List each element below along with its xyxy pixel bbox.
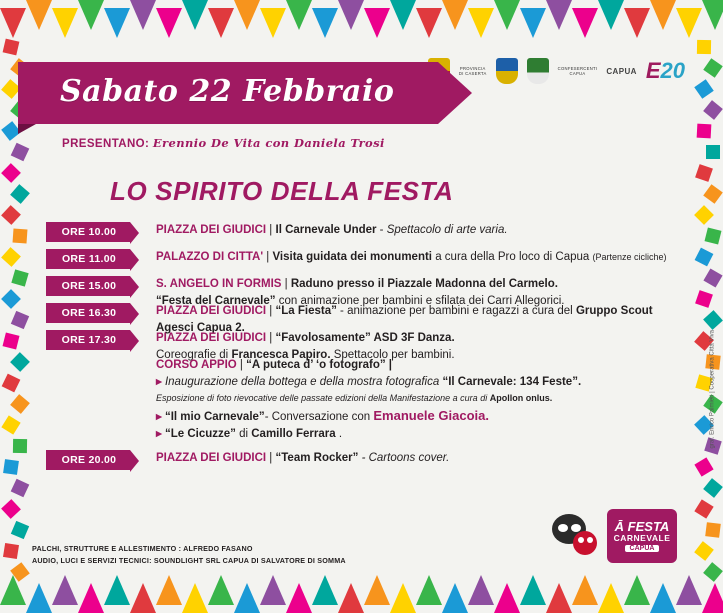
bunting-triangle [624,8,650,38]
bunting-triangle [624,575,650,605]
bunting-triangle [234,583,260,613]
confetti-square [10,562,30,582]
program-time-badge: ORE 15.00 [46,276,130,296]
program-text-segment: . [335,427,343,440]
festa-logo-line3: CAPUA [625,545,660,552]
program-row-body [156,357,686,443]
program-row [46,450,686,470]
program-text-segment: ▸ [156,411,165,424]
carnival-mask-icon [547,509,603,561]
program-text-segment: “Festa del Carnevale” [156,294,276,307]
program-detail-line [156,407,686,426]
bunting-triangle [650,583,676,613]
program-text-segment: - Conversazione con [264,411,374,424]
confetti-square [3,543,19,559]
program-time-badge: ORE 20.00 [46,450,130,470]
confetti-square [703,268,722,287]
bunting-triangle [156,575,182,605]
bunting-triangle [442,583,468,613]
program-row [46,330,686,361]
program-list [46,222,686,477]
confetti-square [1,163,21,183]
program-venue: PALAZZO DI CITTA' [156,251,264,263]
bunting-triangle [260,8,286,38]
program-time-badge: ORE 16.30 [46,303,130,323]
program-text-segment: “Le Cicuzze” [164,427,236,440]
program-text-segment: Esposizione di foto rievocative delle passate edizioni della Manifestazione a cura di [156,393,490,404]
bunting-top [0,0,723,46]
confetti-square [1,205,21,225]
program-time-badge: ORE 11.00 [46,249,130,269]
program-row-body [156,222,686,239]
confetti-right [693,0,723,613]
program-text-segment: a cura della Pro loco di Capua [432,251,593,263]
program-text-segment: Apollon onlus. [489,393,553,404]
program-text-segment: Inaugurazione della bottega e della mostra fotografica [164,375,443,388]
bunting-triangle [312,575,338,605]
confetti-square [694,499,713,518]
program-detail-line [156,374,686,391]
program-venue: PIAZZA DEI GIUDICI [156,224,267,236]
confetti-square [10,184,30,204]
bunting-triangle [234,0,260,30]
confetti-square [1,415,20,434]
confetti-square [703,310,723,330]
confetti-square [1,247,21,267]
program-row [46,303,686,334]
bunting-triangle [572,575,598,605]
program-first-line [156,450,686,467]
confetti-square [10,352,30,372]
program-text-segment: Il Carnevale Under [275,224,377,236]
bunting-triangle [78,583,104,613]
bunting-triangle [442,0,468,30]
confetti-square [695,248,714,267]
program-text-segment: Spettacolo per bambini. [330,348,455,361]
crest-confesercenti-icon [527,58,549,84]
program-venue: CORSO APPIO [156,359,237,371]
program-first-line [156,357,686,374]
program-row-body [156,450,686,467]
credit-line-1: PALCHI, STRUTTURE E ALLESTIMENTO : ALFREDO FASANO [32,543,253,553]
bunting-triangle [130,0,156,30]
bunting-triangle [364,575,390,605]
logo-provincia-line2: DI CASERTA [458,71,487,76]
festa-carnevale-logo [607,509,677,563]
program-time-badge: ORE 10.00 [46,222,130,242]
bunting-triangle [390,583,416,613]
logo-e20-number: 20 [660,58,685,83]
program-text-segment: - Cartoons cover. [358,451,450,464]
bunting-triangle [78,0,104,30]
designer-credit: graf. Enrico Palmieri | Cooperativa Città Viva [709,330,715,449]
program-row [46,357,686,443]
confetti-square [11,143,30,162]
confetti-square [3,459,19,475]
confetti-square [705,522,721,538]
program-separator: | [266,451,276,464]
logo-capua-text: CAPUA [606,66,637,76]
bunting-triangle [104,8,130,38]
program-first-line [156,330,686,347]
presenters-line [62,136,385,150]
program-text-segment: “Favolosamente” ASD 3F Danza. [275,332,455,344]
bunting-triangle [520,8,546,38]
program-row [46,222,686,242]
confetti-square [694,79,713,98]
bunting-triangle [52,575,78,605]
program-text-segment: Francesca Papiro. [231,348,331,361]
bunting-triangle [338,0,364,30]
logo-e20-letter: E [645,58,661,83]
bunting-triangle [130,583,156,613]
program-separator: | [281,278,291,290]
bunting-triangle [572,8,598,38]
program-venue: PIAZZA DEI GIUDICI [156,451,267,464]
program-text-segment: Gruppo Scout [575,305,653,317]
festa-logo-line1: Ā FESTA [614,519,670,535]
program-time-badge: ORE 17.30 [46,330,130,350]
confetti-square [695,164,713,182]
confetti-square [706,145,720,159]
bunting-triangle [546,583,572,613]
program-first-line [156,303,686,320]
program-first-line [156,276,686,293]
confetti-square [3,333,20,350]
program-text-segment: Spettacolo di arte varia. [386,224,508,236]
crest-caserta-icon [496,58,518,84]
confetti-square [13,229,28,244]
program-text-segment: “Il Carnevale: 134 Feste”. [442,375,582,388]
confetti-square [697,124,712,139]
program-text-segment: di [235,427,252,440]
program-text-segment: (Partenze cicliche) [592,252,667,262]
presenter-names: Erennio De Vita con Daniela Trosi [152,136,385,150]
bunting-triangle [468,575,494,605]
bunting-triangle [416,8,442,38]
bunting-triangle [208,8,234,38]
logo-confesercenti [558,66,598,77]
bunting-triangle [286,583,312,613]
program-section-title: “A puteca d’ ‘o fotografo” | [246,359,393,371]
program-text-segment: - animazione per bambini e ragazzi a cura del [336,305,576,317]
bunting-triangle [208,575,234,605]
program-text-segment: ▸ [156,427,165,440]
program-venue: S. ANGELO IN FORMIS [156,278,282,290]
program-separator: | [266,332,276,344]
program-separator: | [236,359,247,371]
program-text-segment: Raduno presso il Piazzale Madonna del Carmelo. [290,278,558,290]
logo-confesercenti-line1: CONFESERCENTI [557,65,598,71]
program-row-body [156,249,686,266]
bunting-triangle [598,0,624,30]
confetti-square [2,374,21,393]
bunting-triangle [650,0,676,30]
program-row [46,249,686,269]
bunting-triangle [312,8,338,38]
confetti-square [1,289,21,309]
bunting-triangle [390,0,416,30]
confetti-square [11,521,29,539]
program-text-segment: “Il mio Carnevale” [164,411,265,424]
bunting-triangle [546,0,572,30]
bunting-bottom [0,569,723,613]
confetti-square [10,394,30,414]
bunting-triangle [182,0,208,30]
bunting-triangle [494,583,520,613]
program-separator: | [266,305,276,317]
confetti-square [705,228,722,245]
bunting-triangle [286,0,312,30]
bunting-triangle [104,575,130,605]
program-detail-line [156,390,686,407]
program-detail-line [156,426,686,443]
program-text-segment: Camillo Ferrara [251,427,336,440]
confetti-square [703,478,723,498]
program-first-line [156,222,686,239]
program-text-segment: “Team Rocker” [275,451,359,464]
bunting-triangle [494,0,520,30]
bunting-triangle [364,8,390,38]
program-text-segment: “La Fiesta” [275,305,337,317]
date-banner-title: Sabato 22 Febbraio [60,74,395,109]
program-separator: | [263,251,273,263]
logo-e20 [646,60,685,82]
confetti-square [694,457,713,476]
logo-confesercenti-line2: CAPUA [569,71,586,76]
confetti-square [703,184,723,204]
program-text-segment: con animazione per bambini e sfilata dei Carri Allegorici. [275,294,565,307]
confetti-square [11,269,28,286]
confetti-square [11,479,30,498]
festa-logo-line2: CARNEVALE [613,532,671,543]
program-separator: | [266,224,276,236]
confetti-square [11,311,29,329]
bunting-triangle [338,583,364,613]
confetti-square [1,499,21,519]
confetti-square [695,290,713,308]
program-text-segment: Visita guidata dei monumenti [272,251,433,263]
credit-line-2: AUDIO, LUCI E SERVIZI TECNICI: SOUNDLIGHT SRL CAPUA DI SALVATORE DI SOMMA [32,555,346,565]
program-text-segment: - [376,224,387,236]
confetti-square [703,100,723,120]
program-text-segment: Coreografie di [156,348,232,361]
page-title: LO SPIRITO DELLA FESTA [110,176,454,206]
logo-provincia-line1: PROVINCIA [459,65,486,71]
program-text-segment: ▸ [156,375,165,388]
program-first-line [156,249,686,266]
program-text-segment: Emanuele Giacoia. [373,408,489,424]
presentano-label: PRESENTANO: [62,138,150,150]
confetti-square [13,439,27,453]
confetti-square [703,58,722,77]
date-banner [18,62,438,124]
program-venue: PIAZZA DEI GIUDICI [156,305,267,317]
confetti-square [694,205,714,225]
bunting-triangle [520,575,546,605]
bunting-triangle [416,575,442,605]
bunting-triangle [52,8,78,38]
technical-credits [32,543,346,567]
program-text-segment: Agesci Capua 2. [156,321,245,334]
program-venue: PIAZZA DEI GIUDICI [156,332,267,344]
confetti-square [703,562,723,582]
confetti-square [694,541,714,561]
confetti-square [3,39,20,56]
bunting-triangle [156,8,182,38]
confetti-square [697,40,711,54]
bunting-triangle [468,8,494,38]
bunting-triangle [182,583,208,613]
program-row [46,276,686,307]
bunting-triangle [260,575,286,605]
bunting-triangle [598,583,624,613]
